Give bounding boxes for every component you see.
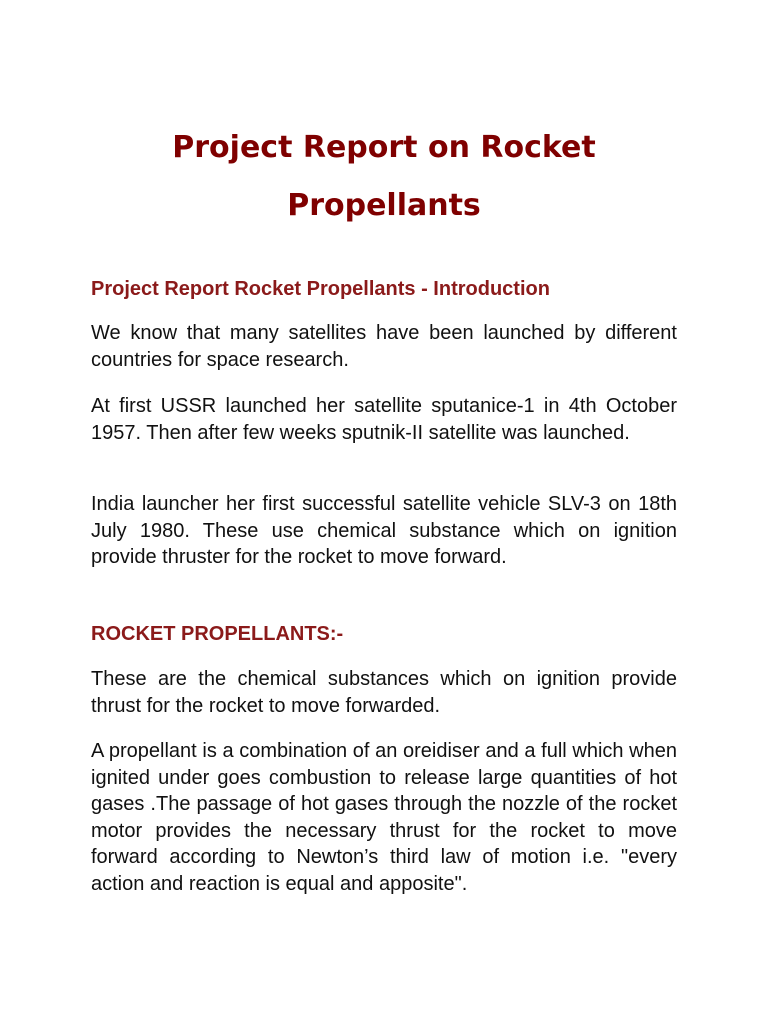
- intro-paragraph-2: At first USSR launched her satellite sputanice-1 in 4th October 1957. Then after few weeks sputnik-II satellite was launched.: [91, 395, 677, 444]
- intro-paragraph-1: We know that many satellites have been launched by different countries for space research.: [91, 322, 677, 371]
- intro-paragraph-3: India launcher her first successful satellite vehicle SLV-3 on 18th July 1980. These use chemical substance which on ignition provide thruster for the rocket to move forward.: [91, 493, 677, 568]
- rocket-propellants-heading: ROCKET PROPELLANTS:-: [91, 623, 344, 645]
- document-title-line-2: Propellants: [287, 188, 481, 223]
- propellants-paragraph-1: These are the chemical substances which on ignition provide thrust for the rocket to move forwarded.: [91, 668, 677, 717]
- document-title-line-1: Project Report on Rocket: [172, 130, 596, 165]
- propellants-paragraph-2: A propellant is a combination of an oreidiser and a full which when ignited under goes combustion to release large quantities of hot gases .The passage of hot gases through the nozzle of the rocket motor provides the necessary thrust for the rocket to move forward according to Newton’s third law of motion i.e. "every action and reaction is equal and apposite".: [91, 740, 677, 895]
- introduction-heading: Project Report Rocket Propellants - Introduction: [91, 278, 550, 300]
